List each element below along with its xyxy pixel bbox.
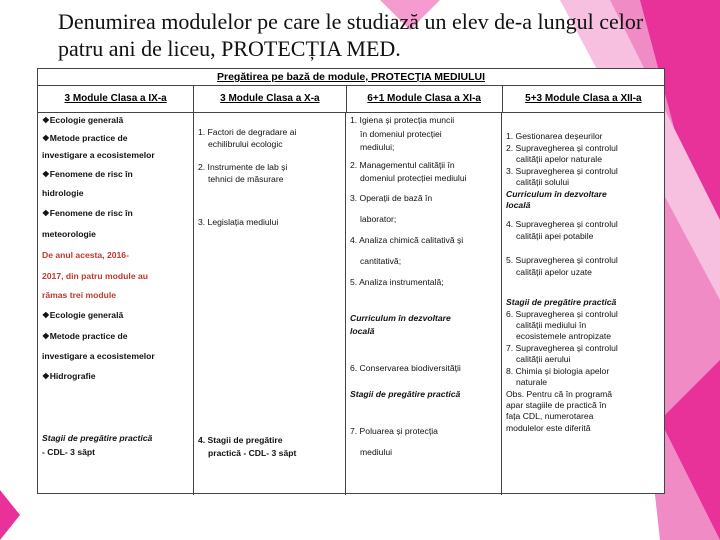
list-item: investigare a ecosistemelor — [42, 150, 155, 160]
list-item: 2. Managementul calității în — [350, 160, 455, 170]
list-item: investigare a ecosistemelor — [42, 351, 155, 361]
list-item: calității mediului în — [516, 320, 587, 330]
list-item: domeniul protecției mediului — [360, 173, 467, 183]
list-item: Curriculum în dezvoltare — [506, 189, 607, 199]
list-item: - CDL- 3 săpt — [42, 447, 95, 457]
list-item: ❖Fenomene de risc în — [42, 169, 133, 179]
list-item: 4. Supravegherea și controlul — [506, 219, 618, 229]
column-class-10 — [194, 113, 346, 495]
list-item: 3. Legislația mediului — [198, 217, 279, 227]
list-item: 1. Factori de degradare ai — [198, 127, 297, 137]
list-item: 3. Operații de bază în — [350, 193, 433, 203]
pink-triangle-left — [0, 490, 20, 540]
list-item: 7. Supravegherea și controlul — [506, 343, 618, 353]
list-item: rămas trei module — [42, 290, 117, 300]
list-item: calității aerului — [516, 354, 571, 364]
list-item: locală — [350, 326, 375, 336]
list-item: 2017, din patru module au — [42, 271, 149, 281]
list-item: hidrologie — [42, 188, 84, 198]
list-item: în domeniul protecției — [360, 129, 442, 139]
list-item: practică - CDL- 3 săpt — [208, 448, 297, 458]
list-item: Stagii de pregătire practică — [42, 433, 153, 443]
list-item: 1. Igiena și protecția muncii — [350, 115, 455, 125]
list-item: De anul acesta, 2016- — [42, 250, 129, 260]
list-item: 6. Supravegherea și controlul — [506, 309, 618, 319]
list-item: ❖Fenomene de risc în — [42, 208, 133, 218]
list-item: tehnici de măsurare — [208, 174, 284, 184]
page-title: Denumirea modulelor pe care le studiază un elev de-a lungul celor patru ani de liceu, PROTECȚIA MED. — [58, 9, 644, 61]
list-item: mediului — [360, 447, 393, 457]
list-item: 4. Analiza chimică calitativă și — [350, 235, 464, 245]
list-item: 6. Conservarea biodiversității — [350, 363, 461, 373]
list-item: 5. Supravegherea și controlul — [506, 255, 618, 265]
list-item: laborator; — [360, 214, 397, 224]
list-item: 1. Gestionarea deșeurilor — [506, 131, 603, 141]
list-item: mediului; — [360, 142, 395, 152]
table-title: Pregătirea pe bază de module, PROTECȚIA MEDIULUI — [38, 69, 664, 86]
list-item: Curriculum în dezvoltare — [350, 313, 451, 323]
list-item: 5. Analiza instrumentală; — [350, 277, 444, 287]
list-item: Obs. Pentru că în programă — [506, 389, 613, 399]
list-item: Stagii de pregătire practică — [350, 389, 461, 399]
list-item: apar stagiile de practică în — [506, 400, 607, 410]
header-class-11: 6+1 Module Clasa a XI-a — [347, 86, 503, 112]
list-item: 8. Chimia și biologia apelor — [506, 366, 610, 376]
list-item: naturale — [516, 377, 548, 387]
list-item: meteorologie — [42, 229, 96, 239]
list-item: calității apelor naturale — [516, 154, 602, 164]
list-item: ❖Hidrografie — [42, 371, 96, 381]
list-item: 3. Supravegherea și controlul — [506, 166, 618, 176]
list-item: locală — [506, 200, 531, 210]
list-item: 2. Instrumente de lab și — [198, 162, 288, 172]
list-item: ecosistemele antropizate — [516, 331, 612, 341]
list-item: 4. Stagii de pregătire — [198, 435, 283, 445]
modules-table — [37, 68, 665, 494]
column-class-9 — [38, 113, 194, 495]
list-item: 7. Poluarea și protecția — [350, 426, 438, 436]
list-item: calității solului — [516, 177, 570, 187]
column-class-12 — [502, 113, 664, 495]
list-item: echilibrului ecologic — [208, 139, 283, 149]
table-header-row — [38, 86, 664, 113]
header-class-10: 3 Module Clasa a X-a — [194, 86, 346, 112]
column-class-11 — [346, 113, 502, 495]
header-class-9: 3 Module Clasa a IX-a — [38, 86, 194, 112]
list-item: calității apei potabile — [516, 231, 594, 241]
list-item: ❖Ecologie generală — [42, 115, 124, 125]
list-item: modulelor este diferită — [506, 423, 591, 433]
list-item: cantitativă; — [360, 256, 402, 266]
list-item: calității apelor uzate — [516, 267, 592, 277]
list-item: ❖Metode practice de — [42, 133, 128, 143]
list-item: ❖Ecologie generală — [42, 310, 124, 320]
header-class-12: 5+3 Module Clasa a XII-a — [525, 93, 642, 104]
list-item: fața CDL, numerotarea — [506, 411, 594, 421]
list-item: Stagii de pregătire practică — [506, 297, 617, 307]
list-item: ❖Metode practice de — [42, 331, 128, 341]
list-item: 2. Supravegherea și controlul — [506, 143, 618, 153]
